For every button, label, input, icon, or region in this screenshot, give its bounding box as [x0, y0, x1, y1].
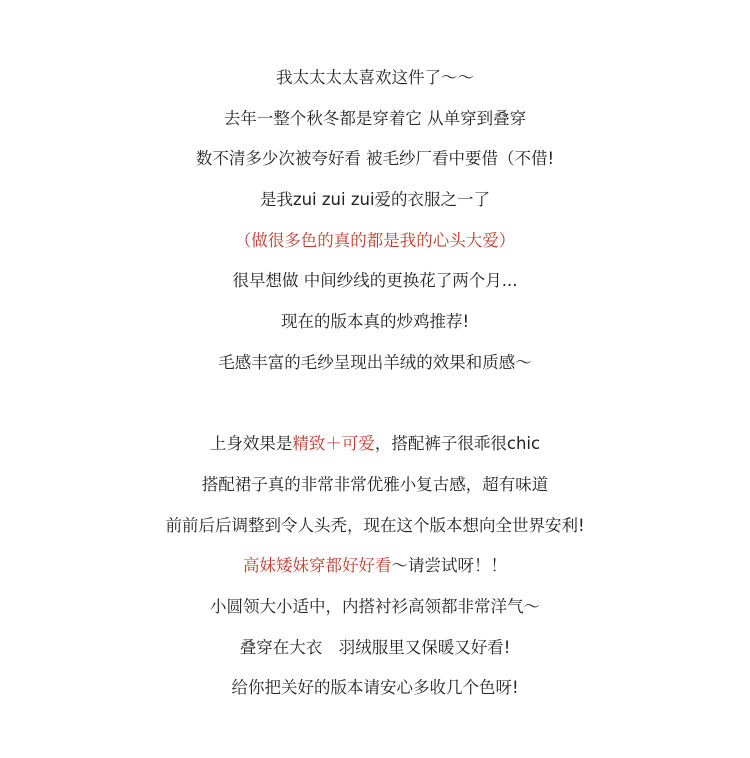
text-line — [0, 184, 750, 225]
text-segment: 小圆领大小适中，内搭衬衫高领都非常洋气～ — [210, 596, 540, 616]
text-line — [0, 428, 750, 469]
text-line — [0, 143, 750, 184]
text-segment: 数不清多少次被夸好看 被毛纱厂看中要借（不借! — [195, 149, 555, 169]
text-line — [0, 591, 750, 632]
text-segment: 上身效果是 — [209, 434, 293, 454]
text-line — [0, 469, 750, 510]
text-line — [0, 510, 750, 551]
text-segment: 我太太太太喜欢这件了～～ — [276, 68, 474, 87]
text-line — [0, 265, 750, 306]
text-segment: 搭配裙子真的非常非常优雅小复古感，超有味道 — [201, 474, 549, 494]
text-segment: 毛感丰富的毛纱呈现出羊绒的效果和质感～ — [218, 352, 532, 372]
text-segment: 前前后后调整到令人头秃，现在这个版本想向全世界安利! — [165, 515, 585, 535]
text-segment: ，搭配裤子很乖很chic — [374, 434, 541, 454]
text-segment: 给你把关好的版本请安心多收几个色呀! — [231, 678, 519, 698]
highlighted-text-segment: 精致＋可爱 — [292, 434, 375, 454]
description-text-block — [0, 62, 750, 713]
highlighted-text-segment: 高妹矮妹穿都好好看 — [243, 556, 392, 576]
highlighted-text-segment: （做很多色的真的都是我的心头大爱） — [234, 230, 516, 250]
text-segment: 去年一整个秋冬都是穿着它 从单穿到叠穿 — [223, 108, 527, 128]
text-line — [0, 632, 750, 673]
text-line — [0, 347, 750, 388]
text-segment: 很早想做 中间纱线的更换花了两个月... — [232, 271, 518, 291]
text-line — [0, 103, 750, 144]
text-segment: 叠穿在大衣 羽绒服里又保暖又好看! — [239, 637, 511, 657]
text-line — [0, 62, 750, 103]
text-line — [0, 550, 750, 591]
paragraph-gap — [0, 388, 750, 429]
text-segment: 现在的版本真的炒鸡推荐! — [280, 312, 470, 332]
text-line — [0, 225, 750, 266]
text-segment: 是我zui zui zui爱的衣服之一了 — [259, 190, 491, 210]
text-line — [0, 306, 750, 347]
text-line — [0, 672, 750, 713]
text-segment: ～请尝试呀！！ — [391, 556, 507, 576]
